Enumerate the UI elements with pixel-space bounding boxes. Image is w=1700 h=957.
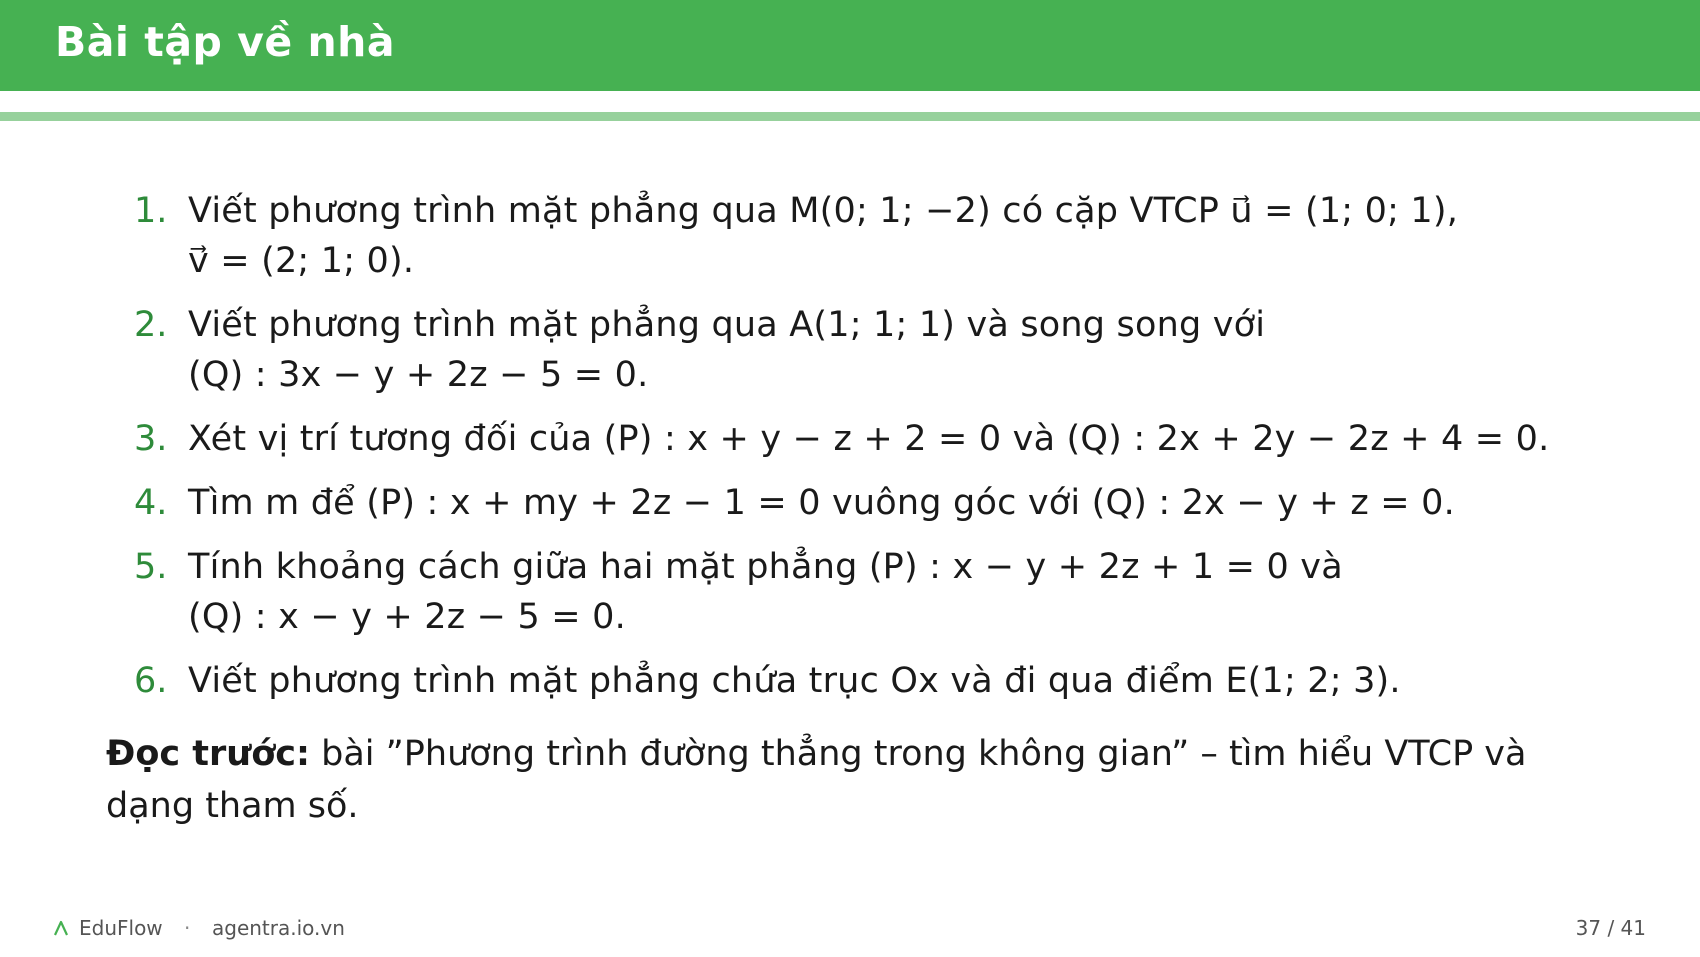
exercise-number: 3.	[134, 419, 168, 459]
header-divider	[0, 112, 1700, 121]
pre-reading-note	[106, 728, 1606, 832]
exercise-number: 6.	[134, 661, 168, 701]
caret-up-icon	[54, 920, 68, 936]
exercise-item	[0, 478, 1700, 528]
exercise-list	[0, 186, 1700, 720]
page-number: 37 / 41	[1575, 916, 1646, 940]
exercise-item	[0, 300, 1700, 400]
exercise-item	[0, 656, 1700, 706]
exercise-item	[0, 414, 1700, 464]
exercise-text: Tìm m để (P) : x + my + 2z − 1 = 0 vuông góc với (Q) : 2x − y + z = 0.	[188, 483, 1455, 523]
header-bar	[0, 0, 1700, 91]
slide-title: Bài tập về nhà	[55, 18, 395, 66]
exercise-number: 1.	[134, 191, 168, 231]
exercise-text: Xét vị trí tương đối của (P) : x + y − z + 2 = 0 và (Q) : 2x + 2y − 2z + 4 = 0.	[188, 419, 1550, 459]
footer-site: agentra.io.vn	[212, 916, 345, 940]
exercise-number: 2.	[134, 305, 168, 345]
exercise-text: Viết phương trình mặt phẳng qua A(1; 1; 1) và song song với (Q) : 3x − y + 2z − 5 = 0.	[188, 305, 1266, 395]
exercise-text: Tính khoảng cách giữa hai mặt phẳng (P) : x − y + 2z + 1 = 0 và (Q) : x − y + 2z − 5 = 0.	[188, 547, 1343, 637]
exercise-item	[0, 542, 1700, 642]
footer-separator: ·	[184, 916, 191, 940]
exercise-text: Viết phương trình mặt phẳng chứa trục Ox và đi qua điểm E(1; 2; 3).	[188, 661, 1401, 701]
exercise-item	[0, 186, 1700, 286]
footer	[0, 916, 1700, 946]
exercise-number: 4.	[134, 483, 168, 523]
exercise-text: Viết phương trình mặt phẳng qua M(0; 1; −2) có cặp VTCP u⃗ = (1; 0; 1), v⃗ = (2; 1; 0).	[188, 191, 1459, 281]
pre-reading-label: Đọc trước:	[106, 734, 311, 774]
exercise-number: 5.	[134, 547, 168, 587]
pre-reading-text: bài ”Phương trình đường thẳng trong không gian” – tìm hiểu VTCP và dạng tham số.	[106, 734, 1527, 826]
brand-name: EduFlow	[79, 916, 163, 940]
